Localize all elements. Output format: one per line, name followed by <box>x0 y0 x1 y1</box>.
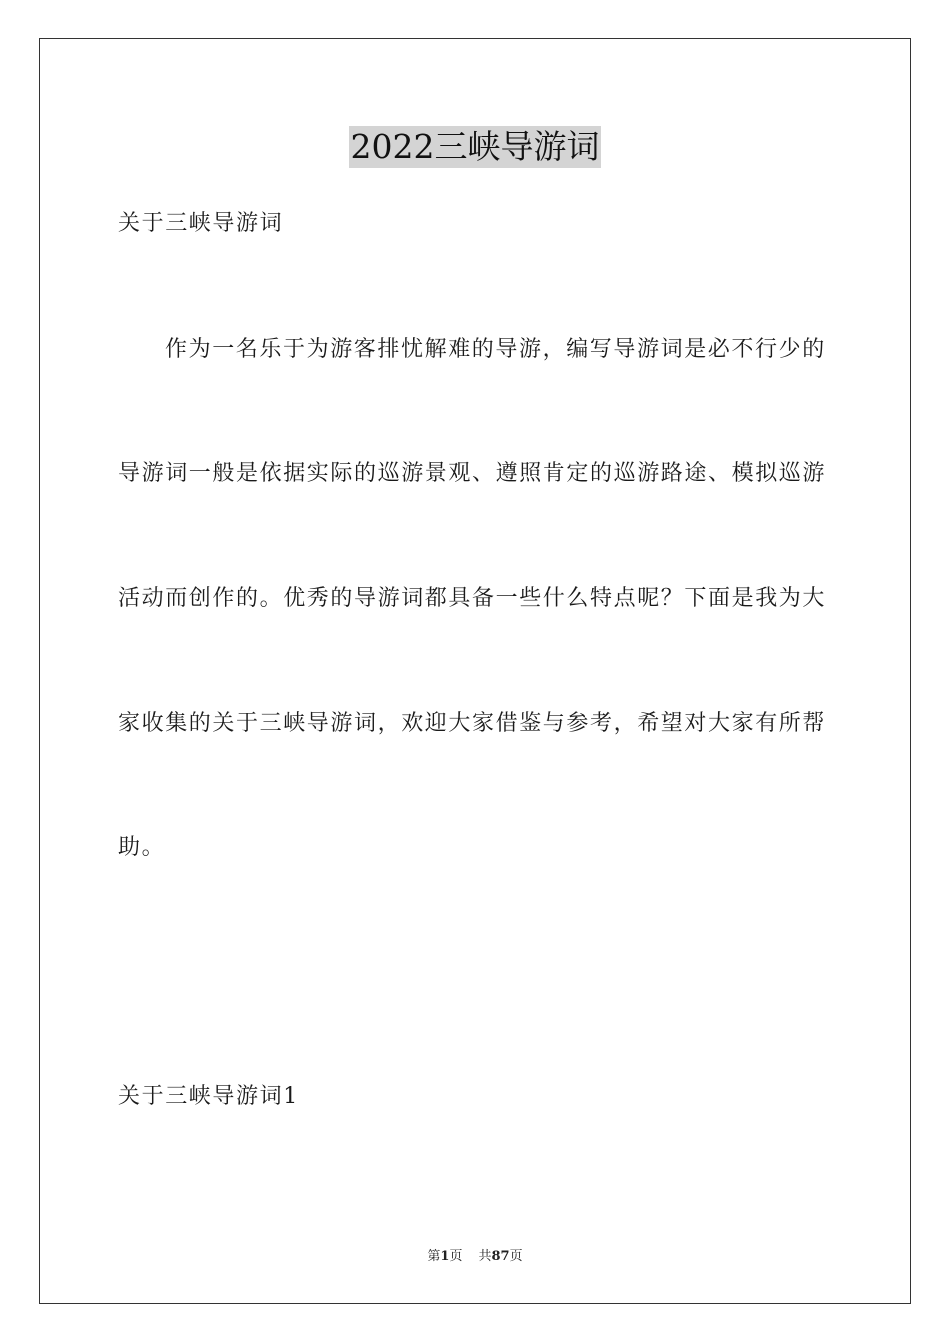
footer-page-prefix: 第 <box>427 1249 441 1264</box>
paragraph-line-1: 作为一名乐于为游客排忧解难的导游，编写导游词是必不行少的 <box>165 337 826 362</box>
paragraph-line-4: 家收集的关于三峡导游词，欢迎大家借鉴与参考，希望对大家有所帮 <box>118 711 827 736</box>
paragraph-line-5: 助。 <box>118 835 166 860</box>
page-footer <box>0 1249 950 1265</box>
footer-total-prefix: 共 <box>478 1249 492 1264</box>
footer-page-number: 1 <box>440 1249 450 1264</box>
title-container <box>0 126 950 168</box>
paragraph-line-2: 导游词一般是依据实际的巡游景观、遵照肯定的巡游路途、模拟巡游 <box>118 461 827 486</box>
paragraph-line-3: 活动而创作的。优秀的导游词都具备一些什么特点呢？下面是我为大 <box>118 586 827 611</box>
document-title: 2022三峡导游词 <box>350 127 600 166</box>
section-heading: 关于三峡导游词1 <box>118 1084 299 1109</box>
footer-page-suffix: 页 <box>449 1249 463 1264</box>
document-subtitle: 关于三峡导游词 <box>118 211 284 236</box>
footer-total-pages: 87 <box>491 1249 510 1264</box>
footer-total-suffix: 页 <box>509 1249 523 1264</box>
